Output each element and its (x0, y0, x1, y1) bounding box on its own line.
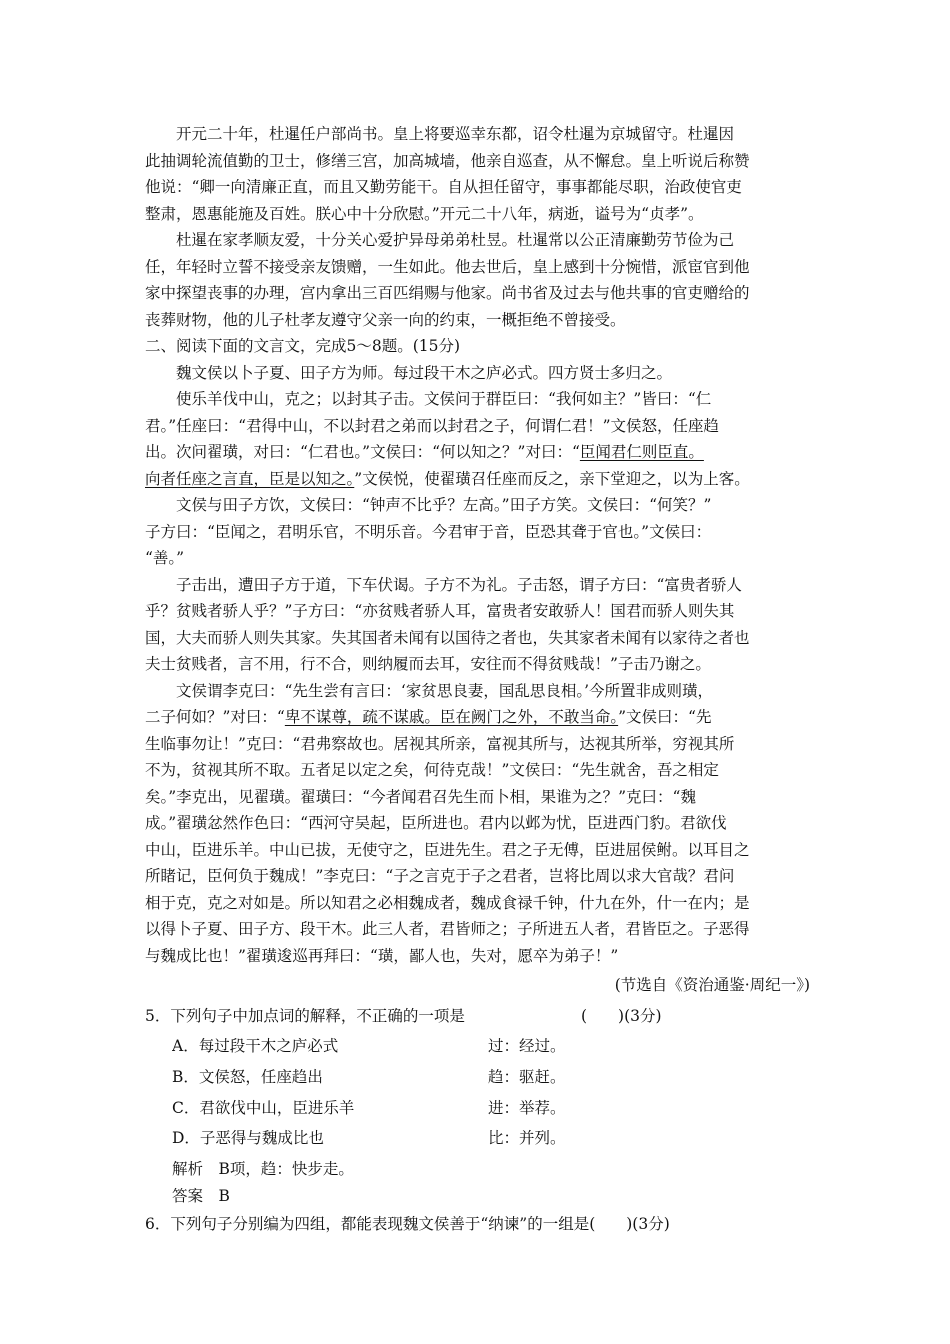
text-line: 国，大夫而骄人则失其家。失其国者未闻有以国待之者也，失其家者未闻有以家待之者也 (145, 629, 750, 647)
text-line: 向者任座之言直，臣是以知之。”文侯悦，使翟璜召任座而反之，亲下堂迎之，以为上客。 (145, 470, 750, 488)
text-line: 文侯谓李克曰：“先生尝有言曰：‘家贫思良妻，国乱思良相。’今所置非成则璜， (176, 682, 714, 700)
text-line: 子击出，遭田子方于道，下车伏谒。子方不为礼。子击怒，谓子方曰：“富贵者骄人 (176, 576, 742, 594)
underlined-sentence: 臣闻君仁则臣直。 (579, 443, 704, 461)
text-line: 使乐羊伐中山，克之；以封其子击。文侯问于群臣曰：“我何如主？”皆曰：“仁 (176, 390, 712, 408)
text-line: 他说：“卿一向清廉正直，而且又勤劳能干。自从担任留守，事事都能尽职，治政使官吏 (145, 178, 742, 196)
text-line: 魏文侯以卜子夏、田子方为师。每过段干木之庐必式。四方贤士多归之。 (176, 364, 673, 382)
text-line: 杜暹在家孝顺友爱，十分关心爱护异母弟弟杜昱。杜暹常以公正清廉勤劳节俭为己 (176, 231, 735, 249)
text-line: 所睹记，臣何负于魏成！”李克曰：“子之言克于子之君者，岂将比周以求大官哉？君问 (145, 867, 735, 885)
source-citation: (节选自《资治通鉴·周纪一》) (614, 976, 810, 994)
text-line: 不为，贫视其所不取。五者足以定之矣，何待克哉！”文侯曰：“先生就舍，吾之相定 (145, 761, 719, 779)
text-line: 二子何如？”对曰：“卑不谋尊，疏不谋戚。臣在阙门之外，不敢当命。”文侯曰：“先 (145, 708, 712, 726)
text-line: 开元二十年，杜暹任户部尚书。皇上将要巡幸东都，诏令杜暹为京城留守。杜暹因 (176, 125, 735, 143)
option-a: A．每过段干木之庐必式 过：经过。 (172, 1037, 566, 1055)
text-line: 文侯与田子方饮，文侯曰：“钟声不比乎？左高。”田子方笑。文侯曰：“何笑？” (176, 496, 712, 514)
question-6: 6．下列句子分别编为四组，都能表现魏文侯善于“纳谏”的一组是( )(3分) (145, 1215, 670, 1233)
option-d: D．子恶得与魏成比也 比：并列。 (172, 1129, 566, 1147)
text-line: 整肃，恩惠能施及百姓。朕心中十分欣慰。”开元二十八年，病逝，谥号为“贞孝”。 (145, 205, 704, 223)
question-5: 5．下列句子中加点词的解释，不正确的一项是 ( )(3分) (145, 1007, 662, 1025)
option-c: C．君欲伐中山，臣进乐羊 进：举荐。 (172, 1099, 566, 1117)
text-line: 出。次问翟璜，对曰：“仁君也。”文侯曰：“何以知之？”对曰：“臣闻君仁则臣直。 (145, 443, 704, 461)
answer: 答案 B (172, 1187, 230, 1205)
underlined-sentence: 卑不谋尊，疏不谋戚。臣在阙门之外，不敢当命。 (284, 708, 619, 726)
text-line: 任，年轻时立誓不接受亲友馈赠，一生如此。他去世后，皇上感到十分惋惜，派宦官到他 (145, 258, 750, 276)
text-line: 相于克，克之对如是。所以知君之必相魏成者，魏成食禄千钟，什九在外，什一在内；是 (145, 894, 750, 912)
text-line: 以得卜子夏、田子方、段干木。此三人者，君皆师之；子所进五人者，君皆臣之。子恶得 (145, 920, 750, 938)
analysis: 解析 B项，趋：快步走。 (172, 1160, 354, 1178)
text-line: 生临事勿让！”克曰：“君弗察故也。居视其所亲，富视其所与，达视其所举，穷视其所 (145, 735, 735, 753)
text-line: “善。” (145, 549, 185, 567)
text-line: 家中探望丧事的办理，宫内拿出三百匹绢赐与他家。尚书省及过去与他共事的官吏赠给的 (145, 284, 750, 302)
text-line: 夫士贫贱者，言不用，行不合，则纳履而去耳，安往而不得贫贱哉！”子击乃谢之。 (145, 655, 711, 673)
text-line: 矣。”李克出，见翟璜。翟璜曰：“今者闻君召先生而卜相，果谁为之？”克曰：“魏 (145, 788, 696, 806)
text-line: 子方曰：“臣闻之，君明乐官，不明乐音。今君审于音，臣恐其聋于官也。”文侯曰： (145, 523, 712, 541)
text-line: 丧葬财物，他的儿子杜孝友遵守父亲一向的约束，一概拒绝不曾接受。 (145, 311, 626, 329)
text-line: 成。”翟璜忿然作色曰：“西河守吴起，臣所进也。君内以邺为忧，臣进西门豹。君欲伐 (145, 814, 727, 832)
text-line: 此抽调轮流值勤的卫士，修缮三宫，加高城墙，他亲自巡查，从不懈怠。皇上听说后称赞 (145, 152, 750, 170)
text-line: 中山，臣进乐羊。中山已拔，无使守之，臣进先生。君之子无傅，臣进屈侯鲋。以耳目之 (145, 841, 750, 859)
text-line: 君。”任座曰：“君得中山，不以封君之弟而以封君之子，何谓仁君！”文侯怒，任座趋 (145, 417, 720, 435)
option-b: B．文侯怒，任座趋出 趋：驱赶。 (172, 1068, 566, 1086)
text-line: 与魏成比也！”翟璜逡巡再拜曰：“璜，鄙人也，失对，愿卒为弟子！” (145, 947, 619, 965)
section-heading: 二、阅读下面的文言文，完成5～8题。(15分) (145, 337, 461, 355)
text-line: 乎？贫贱者骄人乎？”子方曰：“亦贫贱者骄人耳，富贵者安敢骄人！国君而骄人则失其 (145, 602, 735, 620)
underlined-sentence: 向者任座之言直，臣是以知之。 (145, 470, 355, 488)
